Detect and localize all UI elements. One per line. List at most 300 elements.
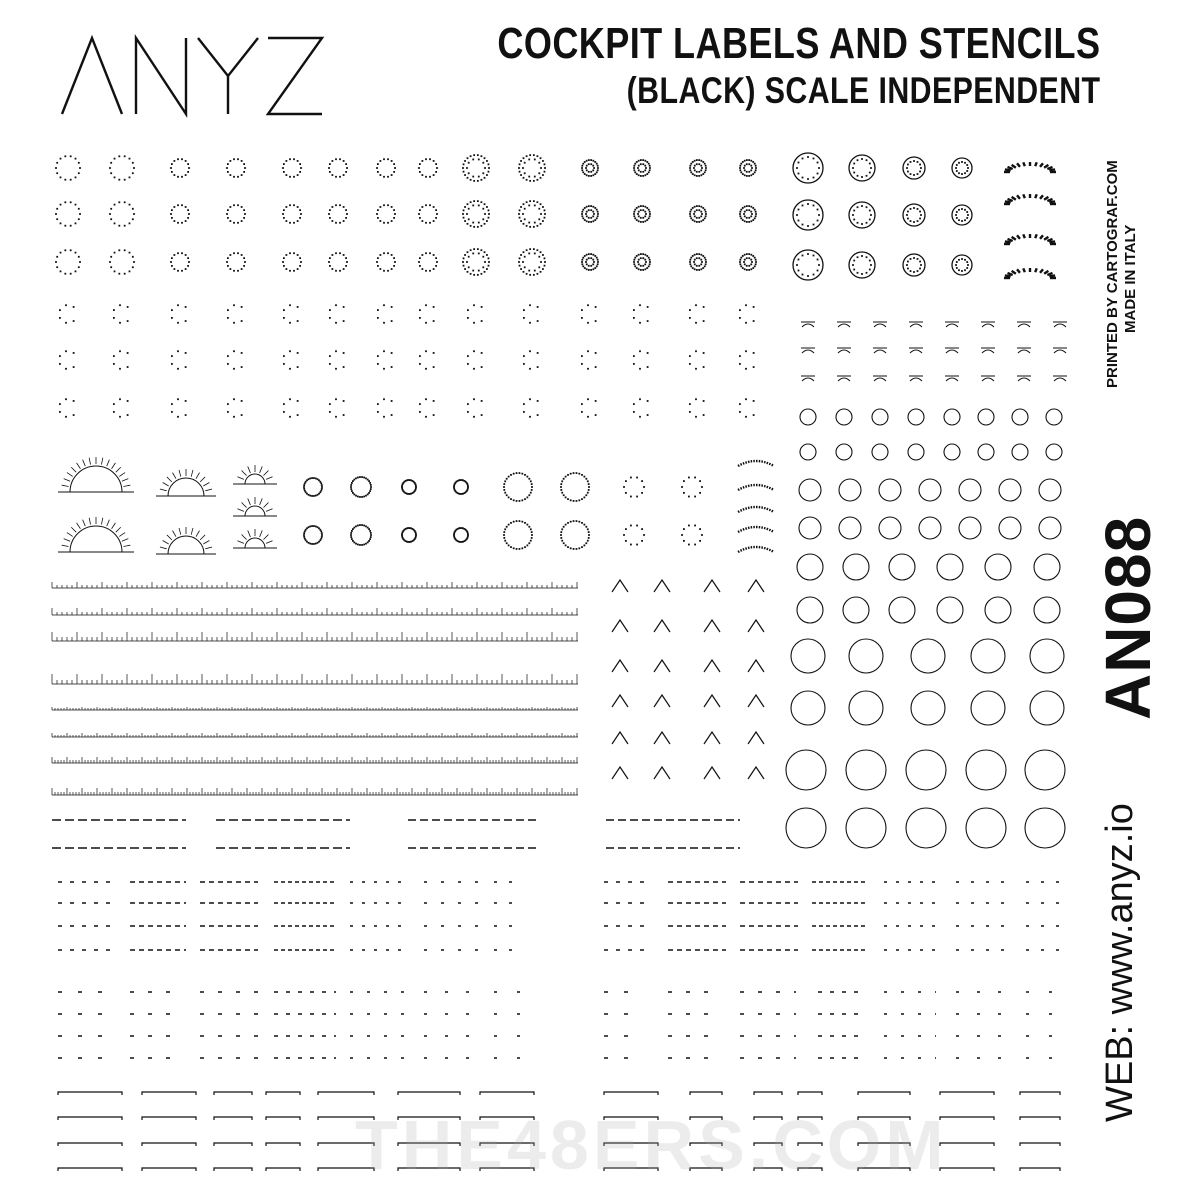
dial-tick	[688, 525, 690, 527]
dial-tick	[244, 261, 246, 263]
plain-ring	[1034, 597, 1060, 623]
sunburst-ray	[237, 509, 243, 512]
chevron	[748, 620, 764, 632]
dial-tick	[119, 350, 121, 352]
dial-tick	[78, 208, 80, 210]
dial-tick	[920, 214, 922, 216]
dial-tick	[70, 225, 72, 227]
dial-tick	[640, 265, 642, 267]
dial-tick	[857, 256, 859, 258]
dial-tick	[185, 254, 187, 256]
dial-tick	[857, 272, 859, 274]
dial-tick	[241, 352, 243, 354]
dial-tick	[644, 206, 646, 208]
dial-tick	[630, 496, 632, 498]
dial-tick	[320, 530, 322, 532]
dial-tick	[636, 207, 638, 209]
dial-tick	[503, 537, 505, 539]
dial-tick	[593, 213, 595, 215]
dial-tick	[906, 167, 908, 169]
dial-tick	[744, 268, 746, 270]
sunburst-ray	[205, 547, 212, 549]
dial-tick	[170, 261, 172, 263]
dial-tick	[484, 261, 486, 263]
dial-tick	[233, 222, 235, 224]
dial-tick	[461, 493, 463, 495]
dial-tick	[739, 355, 741, 357]
sunburst-ray	[64, 479, 70, 482]
arc-tick	[1040, 269, 1043, 272]
sunburst-ray	[196, 531, 200, 537]
dial-tick	[633, 363, 635, 365]
dial-tick	[402, 483, 404, 485]
dial-tick	[486, 174, 488, 176]
dial-tick	[581, 317, 583, 319]
attitude-arc	[910, 350, 922, 353]
dial-tick	[393, 257, 395, 259]
dial-tick	[745, 304, 747, 306]
chevron	[612, 695, 628, 707]
dial-tick	[173, 174, 175, 176]
dial-tick	[594, 207, 596, 209]
arc-tick	[1023, 268, 1025, 272]
dial-tick	[429, 222, 431, 224]
dial-tick	[748, 159, 750, 161]
dial-tick	[343, 414, 345, 416]
dial-tick	[587, 480, 589, 482]
dial-tick	[587, 322, 589, 324]
dial-tick	[705, 215, 707, 217]
dial-tick	[64, 249, 66, 251]
dial-tick	[746, 265, 748, 267]
dial-tick	[425, 158, 427, 160]
dial-tick	[683, 492, 685, 494]
dial-tick	[587, 540, 589, 542]
dial-tick	[484, 167, 486, 169]
dial-tick	[755, 211, 757, 213]
dial-tick	[746, 163, 748, 165]
sunburst-ray	[242, 503, 247, 508]
sunburst-ray	[248, 530, 251, 536]
dial-tick	[576, 520, 578, 522]
dial-tick	[309, 478, 311, 480]
dial-tick	[913, 160, 915, 162]
chevron	[748, 732, 764, 744]
dial-tick	[339, 158, 341, 160]
sunburst-ray	[163, 541, 169, 545]
chevron	[704, 620, 720, 632]
dial-tick	[529, 248, 531, 250]
dial-tick	[961, 208, 963, 210]
bracket-label	[940, 1117, 994, 1120]
arc-tick	[1047, 273, 1052, 275]
dial-tick	[956, 261, 958, 263]
dial-tick	[339, 222, 341, 224]
dial-tick	[462, 541, 464, 543]
dial-tick	[755, 165, 757, 167]
dial-tick	[394, 261, 396, 263]
dial-tick	[582, 257, 584, 259]
dial-tick	[560, 537, 562, 539]
sunburst-ray	[83, 460, 86, 466]
dial-tick	[746, 175, 748, 177]
dial-tick	[387, 222, 389, 224]
dial-tick	[695, 368, 697, 370]
dial-tick	[639, 322, 641, 324]
dial-tick	[689, 411, 691, 413]
attitude-arc	[838, 378, 850, 381]
dial-tick	[318, 527, 320, 529]
dial-tick	[694, 211, 696, 213]
dial-tick	[537, 179, 539, 181]
dial-tick	[588, 265, 590, 267]
dial-tick	[623, 534, 625, 536]
dial-tick	[229, 254, 231, 256]
dial-tick	[317, 542, 319, 544]
dial-tick	[688, 496, 690, 498]
dial-tick	[229, 174, 231, 176]
dial-tick	[335, 350, 337, 352]
dial-tick	[752, 173, 754, 175]
dial-tick	[588, 253, 590, 255]
dial-tick	[467, 536, 469, 538]
dial-tick	[421, 206, 423, 208]
arc-tick	[1012, 271, 1016, 274]
arc-tick	[1049, 169, 1055, 170]
dial-tick	[751, 167, 753, 169]
dial-tick	[241, 174, 243, 176]
dial-tick	[592, 254, 594, 256]
dial-tick	[544, 257, 546, 259]
dial-tick	[625, 480, 627, 482]
arc-tick	[1047, 167, 1052, 169]
dial-tick	[78, 256, 80, 258]
dial-tick	[534, 205, 536, 207]
dial-tick	[523, 411, 525, 413]
dial-tick	[744, 169, 746, 171]
dial-tick	[488, 265, 490, 267]
dial-tick	[299, 257, 301, 259]
dial-tick	[534, 222, 536, 224]
dial-tick	[634, 265, 636, 267]
dial-tick	[956, 211, 958, 213]
dial-tick	[467, 486, 469, 488]
dial-tick	[414, 538, 416, 540]
chevron	[748, 580, 764, 592]
dial-tick	[79, 261, 81, 263]
dial-tick	[357, 525, 359, 527]
attitude-arc	[1054, 324, 1066, 327]
compass-dial-grid	[793, 153, 972, 280]
dial-tick	[689, 213, 691, 215]
dial-tick	[642, 269, 644, 271]
dial-tick	[113, 403, 115, 405]
dial-tick	[387, 176, 389, 178]
dial-tick	[60, 222, 62, 224]
dial-tick	[630, 525, 632, 527]
dial-tick	[466, 261, 468, 263]
dial-tick	[920, 167, 922, 169]
dial-tick	[65, 368, 67, 370]
dial-tick	[688, 544, 690, 546]
dial-tick	[370, 532, 372, 534]
dial-tick	[698, 171, 700, 173]
dial-tick	[542, 174, 544, 176]
dial-tick	[454, 482, 456, 484]
dial-tick	[636, 525, 638, 527]
dial-tick	[352, 492, 354, 494]
sunburst-ray	[248, 466, 251, 472]
dial-tick	[595, 352, 597, 354]
dial-tick	[413, 539, 415, 541]
dial-tick	[171, 171, 173, 173]
dial-tick	[544, 209, 546, 211]
dial-tick	[690, 171, 692, 173]
dial-tick	[488, 209, 490, 211]
dial-tick	[486, 268, 488, 270]
dial-tick	[481, 352, 483, 354]
dial-tick	[644, 211, 646, 213]
dial-tick	[588, 205, 590, 207]
dial-tick	[467, 157, 469, 159]
dial-tick	[110, 208, 112, 210]
dial-tick	[518, 213, 520, 215]
dial-tick	[742, 219, 744, 221]
dial-tick	[185, 206, 187, 208]
dial-tick	[387, 252, 389, 254]
dial-tick	[958, 259, 960, 261]
arc-tick	[1005, 169, 1011, 170]
plain-ring	[937, 554, 963, 580]
dial-tick	[755, 259, 757, 261]
dial-tick	[537, 201, 539, 203]
dial-tick	[581, 169, 583, 171]
dial-tick	[394, 167, 396, 169]
dial-tick	[453, 486, 455, 488]
dial-tick	[467, 317, 469, 319]
plain-ring	[889, 554, 915, 580]
chevron	[654, 580, 670, 592]
dial-tick	[410, 541, 412, 543]
dial-tick	[482, 208, 484, 210]
plain-ring	[800, 444, 816, 460]
dial-tick	[132, 208, 134, 210]
dial-tick	[636, 477, 638, 479]
dial-tick	[407, 541, 409, 543]
dial-tick	[477, 154, 479, 156]
dial-tick	[590, 257, 592, 259]
arc-tick	[1017, 163, 1020, 166]
dial-tick	[227, 265, 229, 267]
sunburst-ray	[71, 527, 76, 532]
sunburst-ray	[89, 458, 90, 465]
dial-tick	[581, 213, 583, 215]
dial-tick	[701, 486, 703, 488]
dial-tick	[520, 160, 522, 162]
dial-tick	[958, 219, 960, 221]
dial-tick	[335, 304, 337, 306]
dial-tick	[590, 175, 592, 177]
dial-tick	[704, 217, 706, 219]
chevron	[704, 767, 720, 779]
attitude-arc	[982, 378, 994, 381]
dial-tick	[638, 268, 640, 270]
dial-tick	[467, 488, 469, 490]
attitude-arc	[874, 378, 886, 381]
dial-tick	[233, 368, 235, 370]
dial-tick	[523, 403, 525, 405]
dial-tick	[421, 254, 423, 256]
dial-tick	[917, 208, 919, 210]
dial-tick	[243, 265, 245, 267]
dial-tick	[510, 546, 512, 548]
dial-tick	[133, 261, 135, 263]
dial-tick	[413, 529, 415, 531]
dial-tick	[464, 528, 466, 530]
dial-tick	[798, 173, 800, 175]
sunburst-ray	[163, 483, 169, 487]
arc-tick	[1047, 199, 1052, 201]
dial-tick	[285, 206, 287, 208]
dial-tick	[506, 526, 508, 528]
dial-tick	[796, 214, 798, 216]
dial-tick	[283, 355, 285, 357]
dial-tick	[750, 206, 752, 208]
dial-tick	[357, 477, 359, 479]
dial-tick	[633, 169, 635, 171]
dial-tick	[377, 309, 379, 311]
dial-tick	[540, 261, 542, 263]
plain-ring	[836, 444, 852, 460]
dial-tick	[813, 224, 815, 226]
attitude-arc	[838, 350, 850, 353]
dial-tick	[807, 203, 809, 205]
dial-tick	[754, 257, 756, 259]
dial-tick	[516, 548, 518, 550]
dial-tick	[477, 226, 479, 228]
dial-tick	[690, 209, 692, 211]
dial-tick	[588, 489, 590, 491]
dial-tick	[752, 207, 754, 209]
dial-tick	[383, 158, 385, 160]
dial-tick	[910, 270, 912, 272]
dial-tick	[65, 398, 67, 400]
dial-tick	[640, 175, 642, 177]
arc-tick	[1049, 241, 1055, 242]
dial-tick	[306, 527, 308, 529]
dial-tick	[73, 366, 75, 368]
dial-tick	[588, 221, 590, 223]
dial-tick	[369, 530, 371, 532]
dial-tick	[802, 177, 804, 179]
dial-tick	[419, 355, 421, 357]
dial-tick	[544, 167, 546, 169]
watermark: THE48ERS.COM	[355, 1106, 948, 1184]
dial-tick	[406, 527, 408, 529]
dial-tick	[646, 219, 648, 221]
dial-tick	[306, 493, 308, 495]
dial-tick	[473, 248, 475, 250]
dial-tick	[750, 211, 752, 213]
dial-tick	[857, 222, 859, 224]
dial-tick	[305, 481, 307, 483]
dial-tick	[472, 159, 474, 161]
dial-tick	[241, 268, 243, 270]
dial-tick	[309, 495, 311, 497]
dial-tick	[955, 264, 957, 266]
dial-tick	[335, 368, 337, 370]
dial-tick	[343, 352, 345, 354]
dial-tick	[283, 363, 285, 365]
dial-tick	[582, 163, 584, 165]
dial-tick	[467, 485, 469, 487]
dial-tick	[560, 483, 562, 485]
dial-tick	[690, 163, 692, 165]
dial-tick	[689, 259, 691, 261]
dial-tick	[739, 309, 741, 311]
dial-tick	[478, 159, 480, 161]
dial-tick	[647, 400, 649, 402]
dial-tick	[852, 167, 854, 169]
dial-tick	[433, 320, 435, 322]
dial-tick	[329, 265, 331, 267]
dial-tick	[870, 264, 872, 266]
dial-tick	[649, 165, 651, 167]
dial-tick	[132, 172, 134, 174]
dial-tick	[526, 524, 528, 526]
dial-tick	[436, 213, 438, 215]
dial-tick	[534, 270, 536, 272]
sunburst-ray	[119, 533, 125, 537]
bracket-label	[940, 1143, 994, 1146]
bracket-label	[940, 1092, 994, 1095]
dial-tick	[739, 211, 741, 213]
dial-tick	[462, 493, 464, 495]
dial-tick	[75, 252, 77, 254]
dial-tick	[561, 528, 563, 530]
dial-tick	[966, 217, 968, 219]
dial-tick	[379, 206, 381, 208]
dial-tick	[590, 205, 592, 207]
dial-tick	[698, 205, 700, 207]
dial-tick	[129, 204, 131, 206]
dial-tick	[689, 309, 691, 311]
sunburst-gauge-group	[58, 457, 277, 554]
dial-tick	[459, 493, 461, 495]
dial-tick	[528, 542, 530, 544]
dial-tick	[681, 534, 683, 536]
dial-tick	[177, 158, 179, 160]
dial-tick	[464, 220, 466, 222]
dial-tick	[694, 525, 696, 527]
dial-tick	[528, 253, 530, 255]
dial-tick	[585, 478, 587, 480]
sunburst-ray	[266, 477, 272, 480]
dial-tick	[402, 490, 404, 492]
dial-tick	[595, 366, 597, 368]
plain-ring	[908, 409, 924, 425]
dial-tick	[588, 531, 590, 533]
dial-tick	[227, 257, 229, 259]
dial-tick	[802, 158, 804, 160]
dial-tick	[482, 162, 484, 164]
dial-tick	[744, 165, 746, 167]
sunburst-arc	[245, 474, 265, 484]
website-label: WEB: www.anyz.io	[1099, 803, 1141, 1122]
dial-tick	[355, 495, 357, 497]
dial-tick	[700, 259, 702, 261]
dial-tick	[65, 304, 67, 306]
